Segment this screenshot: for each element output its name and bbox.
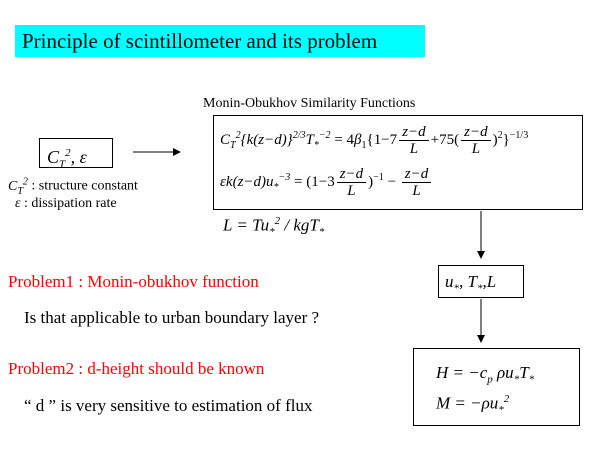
- problem2-text: “ d ” is very sensitive to estimation of flux: [24, 396, 313, 415]
- similarity-functions-label: Monin-Obukhov Similarity Functions: [203, 96, 416, 111]
- similarity-equations-box: [213, 115, 583, 210]
- flux-equations-box: [413, 348, 580, 426]
- scaling-parameters-box: $u_*$, $T_*,L$: [438, 265, 524, 298]
- legend-structure-constant: $C_T^2$ : structure constant: [8, 176, 138, 197]
- problem2-heading: Problem2 : d-height should be known: [8, 359, 265, 378]
- momentum-flux-equation: $M = -\rho u_*^2$: [436, 393, 510, 417]
- equation-dissipation-similarity: $\varepsilon k(z-d)u_*^{-3} = (1-3$ $\frac{z-d}{L}$ )$^{-1}$ − $\frac{z-d}{L}$: [220, 166, 433, 199]
- problem1-text: Is that applicable to urban boundary layer ?: [24, 308, 320, 327]
- slide-title: Principle of scintillometer and its problem: [15, 25, 425, 57]
- problem1-heading: Problem1 : Monin-obukhov function: [8, 272, 259, 291]
- input-variables-box: $C_T^2$, ε: [39, 138, 113, 168]
- legend-dissipation-rate: ε : dissipation rate: [15, 196, 117, 211]
- obukhov-length-definition: $L = Tu_*^2 / kgT_*$: [223, 215, 325, 239]
- sensible-heat-flux-equation: $H = -c_p$ $\rho u_*T_*$: [436, 363, 535, 386]
- equation-temperature-similarity: $C_T^2\{k(z-d)\}^{2/3}T_*^{-2} = 4\beta_1\{1-7$ $\frac{z-d}{L}$ +75( $\frac{z-d}{L}$ )$^2$}$^{-1/3}$: [220, 124, 529, 157]
